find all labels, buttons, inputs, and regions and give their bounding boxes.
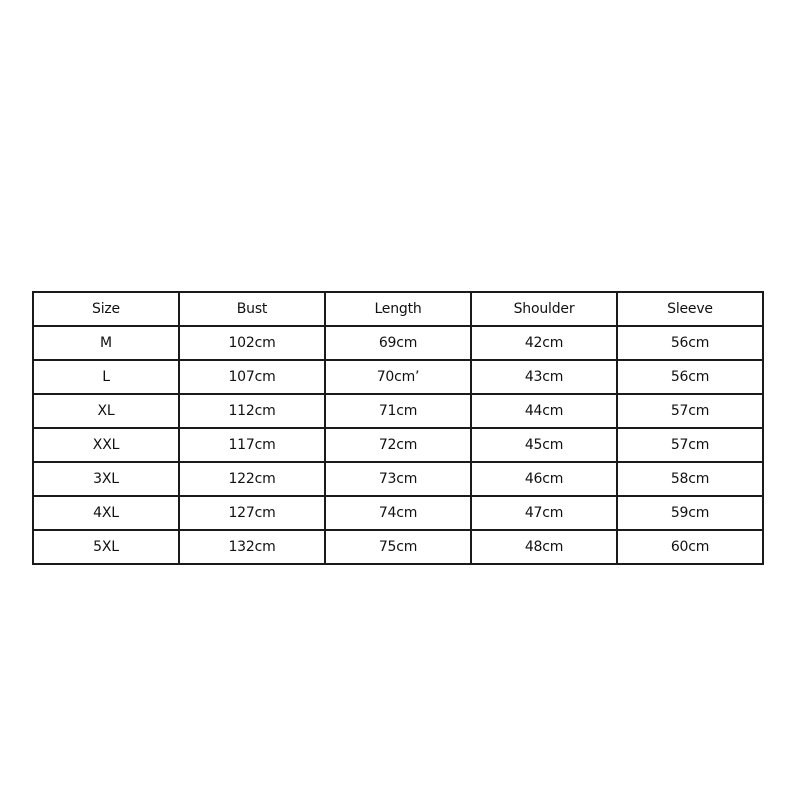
table-row bbox=[33, 326, 763, 360]
cell-length: 74cm bbox=[325, 496, 471, 530]
cell-sleeve: 60cm bbox=[617, 530, 763, 564]
header-bust: Bust bbox=[179, 292, 325, 326]
header-shoulder: Shoulder bbox=[471, 292, 617, 326]
cell-length: 73cm bbox=[325, 462, 471, 496]
cell-length: 75cm bbox=[325, 530, 471, 564]
cell-sleeve: 56cm bbox=[617, 326, 763, 360]
size-chart-table bbox=[32, 291, 764, 565]
table-row bbox=[33, 496, 763, 530]
cell-bust: 122cm bbox=[179, 462, 325, 496]
cell-sleeve: 56cm bbox=[617, 360, 763, 394]
cell-size: XXL bbox=[33, 428, 179, 462]
cell-bust: 102cm bbox=[179, 326, 325, 360]
cell-size: L bbox=[33, 360, 179, 394]
table-row bbox=[33, 360, 763, 394]
cell-shoulder: 45cm bbox=[471, 428, 617, 462]
header-row bbox=[33, 292, 763, 326]
cell-sleeve: 58cm bbox=[617, 462, 763, 496]
cell-length: 71cm bbox=[325, 394, 471, 428]
header-length: Length bbox=[325, 292, 471, 326]
cell-size: 5XL bbox=[33, 530, 179, 564]
cell-shoulder: 44cm bbox=[471, 394, 617, 428]
cell-size: 4XL bbox=[33, 496, 179, 530]
cell-bust: 112cm bbox=[179, 394, 325, 428]
cell-size: M bbox=[33, 326, 179, 360]
header-sleeve: Sleeve bbox=[617, 292, 763, 326]
cell-sleeve: 57cm bbox=[617, 428, 763, 462]
table-row bbox=[33, 428, 763, 462]
cell-length: 72cm bbox=[325, 428, 471, 462]
cell-bust: 117cm bbox=[179, 428, 325, 462]
cell-length: 70cm’ bbox=[325, 360, 471, 394]
cell-shoulder: 47cm bbox=[471, 496, 617, 530]
cell-shoulder: 46cm bbox=[471, 462, 617, 496]
cell-length: 69cm bbox=[325, 326, 471, 360]
cell-bust: 127cm bbox=[179, 496, 325, 530]
cell-sleeve: 59cm bbox=[617, 496, 763, 530]
cell-bust: 132cm bbox=[179, 530, 325, 564]
cell-shoulder: 48cm bbox=[471, 530, 617, 564]
cell-sleeve: 57cm bbox=[617, 394, 763, 428]
cell-shoulder: 42cm bbox=[471, 326, 617, 360]
table-row bbox=[33, 530, 763, 564]
table-row bbox=[33, 462, 763, 496]
table-row bbox=[33, 394, 763, 428]
cell-size: XL bbox=[33, 394, 179, 428]
table-header bbox=[33, 292, 763, 326]
cell-shoulder: 43cm bbox=[471, 360, 617, 394]
table-body bbox=[33, 326, 763, 564]
cell-bust: 107cm bbox=[179, 360, 325, 394]
cell-size: 3XL bbox=[33, 462, 179, 496]
header-size: Size bbox=[33, 292, 179, 326]
